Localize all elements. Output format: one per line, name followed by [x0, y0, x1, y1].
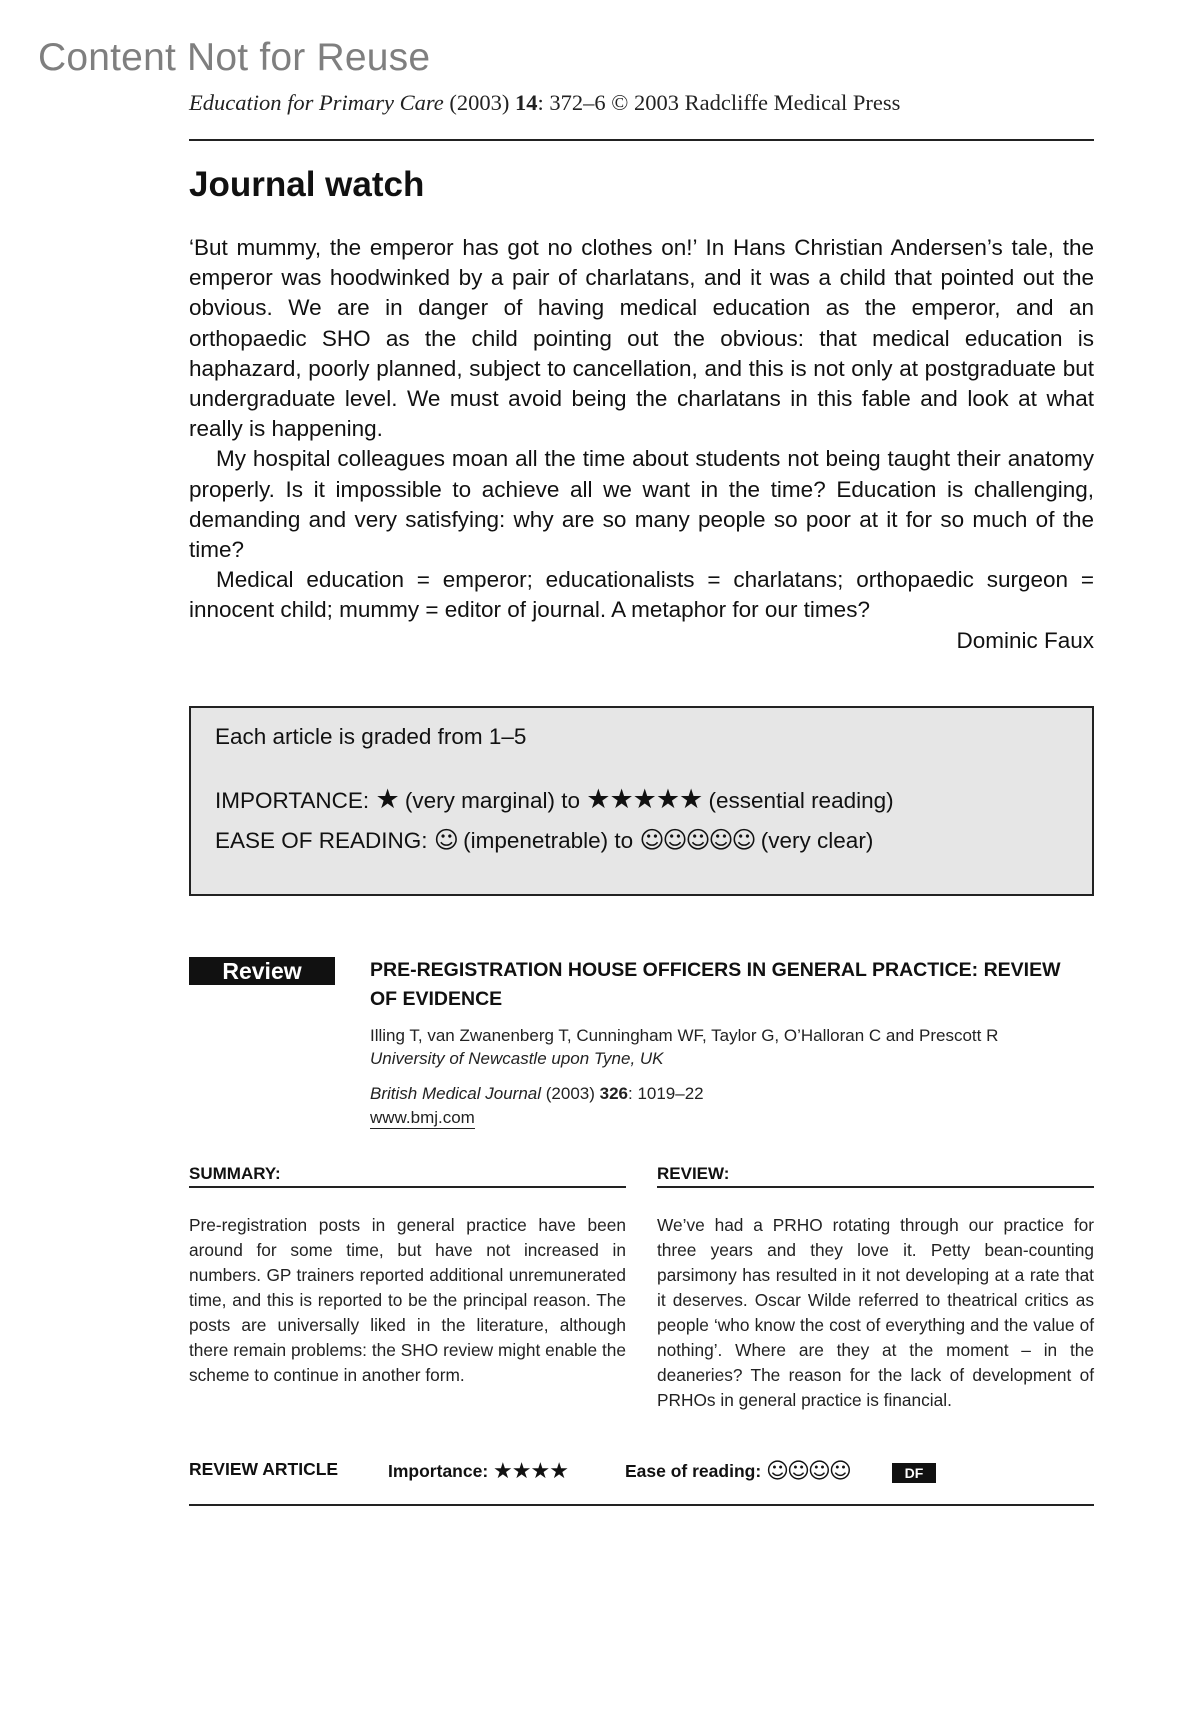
- editorial: [189, 233, 1094, 656]
- section-tag-review: Review: [189, 957, 335, 985]
- citation-journal: Education for Primary Care: [189, 90, 444, 115]
- article-affiliation: University of Newcastle upon Tyne, UK: [370, 1049, 664, 1068]
- rating-type-label: REVIEW ARTICLE: [189, 1459, 339, 1479]
- ease-rating-label: Ease of reading:: [625, 1461, 762, 1481]
- citation-pages: : 372–6: [537, 90, 606, 115]
- journal-citation: [189, 90, 900, 116]
- importance-rating-label: Importance:: [388, 1461, 489, 1481]
- importance-scale-label: IMPORTANCE:: [215, 788, 370, 813]
- citation-copyright: 2003 Radcliffe Medical Press: [634, 90, 901, 115]
- header-rule: [189, 139, 1094, 141]
- smiley-icon: ☺: [433, 826, 457, 854]
- ease-min-text: (impenetrable) to: [456, 828, 640, 853]
- citation-year: (2003): [449, 90, 510, 115]
- importance-max-text: (essential reading): [702, 788, 894, 813]
- reviewer-initials-badge: DF: [892, 1463, 936, 1483]
- article-pages: : 1019–22: [628, 1084, 704, 1103]
- summary-heading: SUMMARY:: [189, 1164, 626, 1188]
- footer-rule: [189, 1504, 1094, 1506]
- ease-scale: [215, 826, 873, 854]
- watermark: Content Not for Reuse: [38, 36, 431, 79]
- five-smileys-icon: ☺☺☺☺☺: [639, 826, 755, 854]
- four-smileys-icon: ☺☺☺☺: [766, 1459, 850, 1484]
- ease-scale-label: EASE OF READING:: [215, 828, 428, 853]
- review-text: We’ve had a PRHO rotating through our practice for three years and they love it. Petty bean-counting parsimony has resulted in it not developing at a rate that it deserves. Oscar Wilde referred to theatrical critics as people ‘who know the cost of everything and the value of nothing’. Where are they at the moment – in the deaneries? The reason for the lack of development of PRHOs in general practice is financial.: [657, 1215, 1094, 1410]
- editorial-paragraph-3: Medical education = emperor; educationalists = charlatans; orthopaedic surgeon = innocent child; mummy = editor of journal. A metaphor for our times?: [189, 567, 1094, 623]
- summary-text: Pre-registration posts in general practice have been around for some time, but have not increased in numbers. GP trainers reported additional unremunerated time, and this is reported to be the principal reason. The posts are universally liked in the literature, although there remain problems: the SHO review might enable the scheme to continue in another form.: [189, 1215, 626, 1385]
- editorial-author: Dominic Faux: [956, 627, 1094, 653]
- article-year: (2003): [545, 1084, 595, 1103]
- article-journal-reference: [370, 1084, 704, 1104]
- five-stars-icon: ★★★★★: [586, 784, 703, 815]
- article-journal: British Medical Journal: [370, 1084, 542, 1103]
- copyright-icon: ©: [611, 90, 629, 115]
- citation-volume: 14: [515, 90, 538, 115]
- article-title: PRE-REGISTRATION HOUSE OFFICERS IN GENERAL PRACTICE: REVIEW OF EVIDENCE: [370, 959, 1061, 1010]
- editorial-paragraph-1: ‘But mummy, the emperor has got no clothes on!’ In Hans Christian Andersen’s tale, the emperor was hoodwinked by a pair of charlatans, and it was a child that pointed out the obvious. We are in danger of having medical education as the emperor, and an orthopaedic SHO as the child pointing out the obvious: that medical education is haphazard, poorly planned, subject to cancellation, and this is not only at postgraduate but undergraduate level. We must avoid being the charlatans in this fable and look at what really is happening.: [189, 235, 1094, 442]
- ease-rating: [625, 1459, 850, 1484]
- importance-scale: [215, 784, 894, 815]
- grading-intro: Each article is graded from 1–5: [215, 724, 527, 749]
- importance-min-text: (very marginal) to: [398, 788, 587, 813]
- ease-max-text: (very clear): [754, 828, 874, 853]
- star-icon: ★: [375, 784, 399, 815]
- article-rating: [0, 1459, 1200, 1489]
- grading-key-box: [189, 706, 1094, 896]
- article-authors: Illing T, van Zwanenberg T, Cunningham WF, Taylor G, O’Halloran C and Prescott R: [370, 1026, 999, 1045]
- importance-rating: [388, 1459, 568, 1484]
- page-title: Journal watch: [189, 165, 425, 204]
- editorial-paragraph-2: My hospital colleagues moan all the time about students not being taught their anatomy properly. Is it impossible to achieve all we want in the time? Education is challenging, demanding and very satisfying: why are so many people so poor at it for so much of the time?: [189, 446, 1094, 563]
- four-stars-icon: ★★★★: [493, 1459, 568, 1484]
- journal-website-link[interactable]: www.bmj.com: [370, 1108, 475, 1127]
- article-volume: 326: [599, 1084, 628, 1103]
- review-heading: REVIEW:: [657, 1164, 1094, 1188]
